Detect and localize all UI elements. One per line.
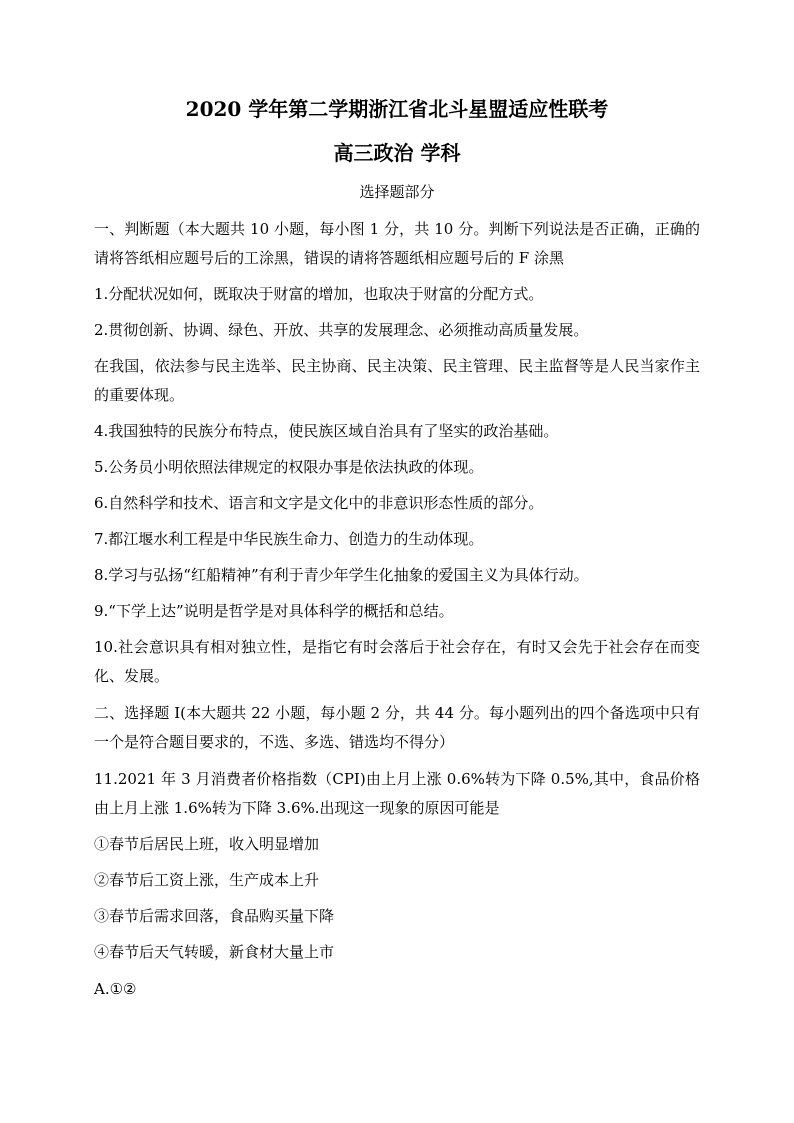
document-title: 2020 学年第二学期浙江省北斗星盟适应性联考 bbox=[185, 97, 609, 121]
question-11: 11.2021 年 3 月消费者价格指数（CPI)由上月上涨 0.6%转为下降 0.5%,其中，食品价格由上月上涨 1.6%转为下降 3.6%.出现这一现象的原因可能是 bbox=[94, 770, 700, 817]
section-label: 选择题部分 bbox=[359, 183, 435, 201]
option-a: A.①② bbox=[94, 980, 137, 998]
statement-3: ③春节后需求回落，食品购买量下降 bbox=[94, 907, 335, 925]
judgement-item-1: 1.分配状况如何，既取决于财富的增加，也取决于财富的分配方式。 bbox=[94, 285, 544, 303]
judgement-item-3: 在我国，依法参与民主选举、民主协商、民主决策、民主管理、民主监督等是人民当家作主的重要体现。 bbox=[94, 357, 700, 404]
statement-1: ①春节后居民上班，收入明显增加 bbox=[94, 835, 320, 853]
judgement-item-4: 4.我国独特的民族分布特点，使民族区域自治具有了坚实的政治基础。 bbox=[94, 422, 559, 440]
judgement-item-7: 7.都江堰水利工程是中华民族生命力、创造力的生动体现。 bbox=[94, 530, 484, 548]
judgement-item-5: 5.公务员小明依照法律规定的权限办事是依法执政的体现。 bbox=[94, 458, 484, 476]
statement-4: ④春节后天气转暖，新食材大量上市 bbox=[94, 943, 335, 961]
part1-instructions: 一、判断题（本大题共 10 小题，每小图 1 分，共 10 分。判断下列说法是否正确，正确的请将答纸相应题号后的工涂黑，错误的请将答题纸相应题号后的 F 涂黑 bbox=[94, 220, 700, 267]
statement-2: ②春节后工资上涨，生产成本上升 bbox=[94, 871, 320, 889]
subject-title: 高三政治 学科 bbox=[333, 141, 461, 165]
judgement-item-6: 6.自然科学和技术、语言和文字是文化中的非意识形态性质的部分。 bbox=[94, 494, 544, 512]
judgement-item-9: 9.“下学上达”说明是哲学是对具体科学的概括和总结。 bbox=[94, 602, 454, 620]
judgement-item-8: 8.学习与弘扬“红船精神”有利于青少年学生化抽象的爱国主义为具体行动。 bbox=[94, 566, 589, 584]
part2-instructions: 二、选择题 I(本大题共 22 小题，每小题 2 分，共 44 分。每小题列出的四个备选项中只有一个是符合题目要求的，不选、多选、错选均不得分） bbox=[94, 704, 700, 751]
judgement-item-2: 2.贯彻创新、协调、绿色、开放、共享的发展理念、必须推动高质量发展。 bbox=[94, 321, 589, 339]
judgement-item-10: 10.社会意识具有相对独立性，是指它有时会落后于社会存在，有时又会先于社会存在而变化、发展。 bbox=[94, 638, 700, 685]
